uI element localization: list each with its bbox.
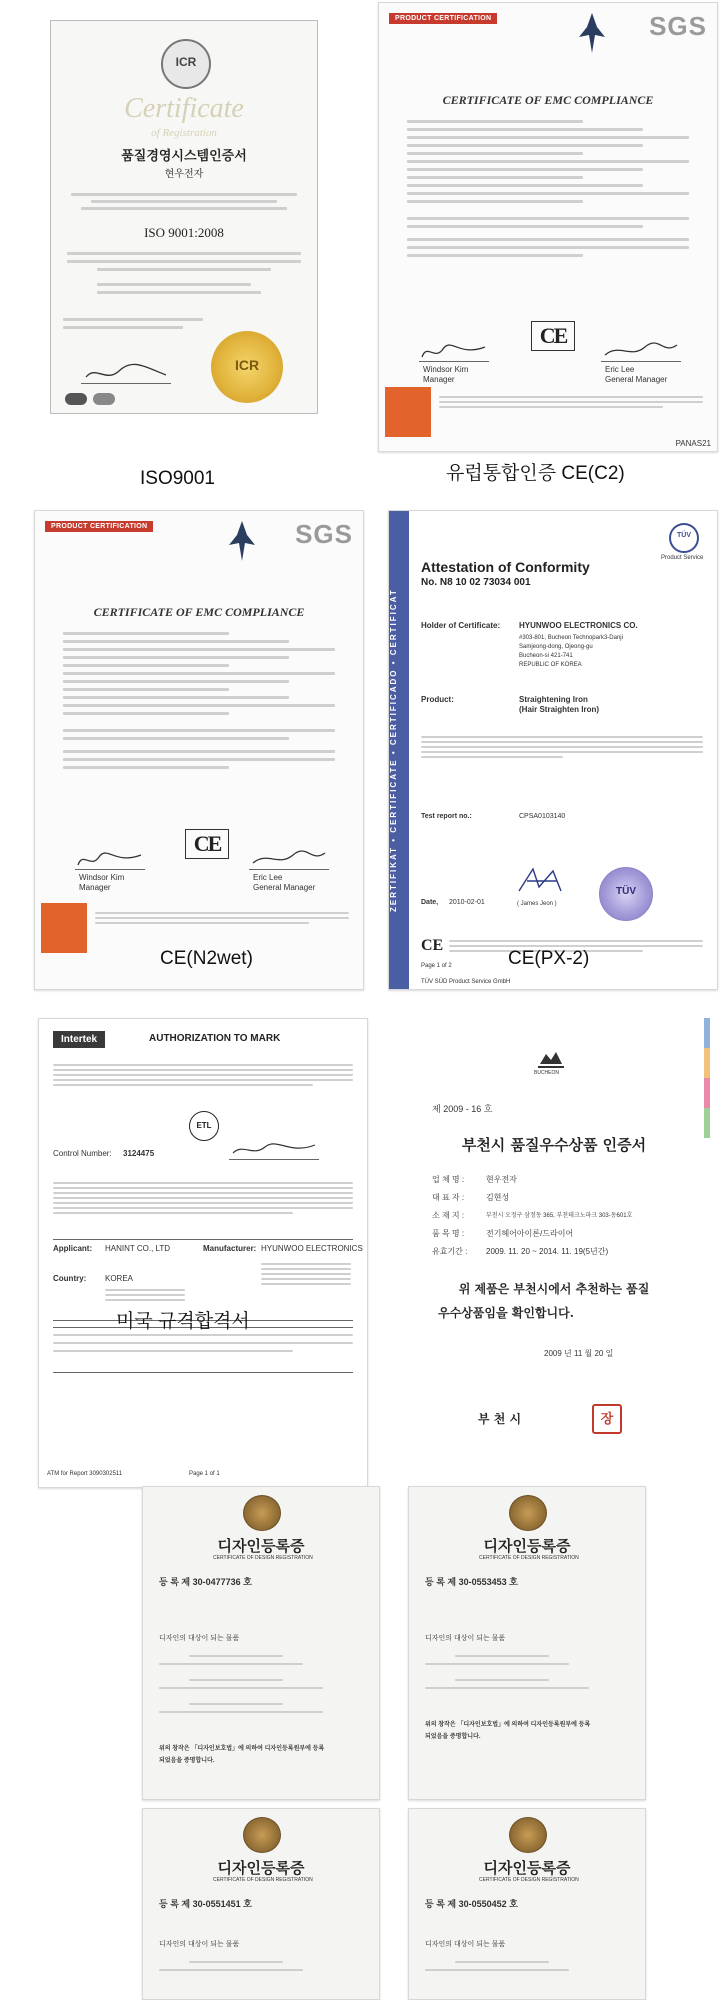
etl-mark-icon bbox=[189, 1111, 219, 1141]
row4-value: 전기헤어아이론/드라이어 bbox=[486, 1229, 574, 1238]
ce-mark-3: CE bbox=[421, 937, 444, 954]
holder-label: Holder of Certificate: bbox=[421, 621, 501, 630]
emc2-footnote bbox=[95, 909, 349, 927]
seal-text: ICR bbox=[234, 357, 260, 373]
test-report-value: CPSA0103140 bbox=[519, 813, 566, 820]
iso-dates bbox=[63, 313, 203, 334]
emc1-signature-1 bbox=[419, 341, 489, 362]
intertek-footer-left: ATM for Report 3090302511 bbox=[47, 1471, 123, 1477]
row3-value: 부천시 오정구 삼정동 365, 부천테크노파크 303-동601호 bbox=[486, 1213, 633, 1219]
emc2-signature-2 bbox=[249, 849, 329, 870]
attest-signer: ( James Jeon ) bbox=[517, 901, 557, 907]
country-label: Country: bbox=[53, 1274, 87, 1283]
design-lines-1b bbox=[159, 1649, 363, 1719]
design-sub-3: CERTIFICATE OF DESIGN REGISTRATION bbox=[213, 1877, 313, 1883]
date-label: Date, bbox=[421, 899, 439, 906]
design-emblem-3-icon bbox=[243, 1817, 281, 1853]
iaf-logo-icon bbox=[65, 393, 87, 405]
design-object-2: 디자인의 대상이 되는 물품 bbox=[425, 1635, 506, 1642]
sgs-orange-block bbox=[385, 387, 431, 437]
row5-label: 유효기간 : bbox=[432, 1247, 468, 1256]
iso-cert-word: Certificate bbox=[124, 93, 244, 124]
design-title-3: 디자인등록증 bbox=[217, 1859, 305, 1877]
row4-label: 품 목 명 : bbox=[432, 1229, 465, 1238]
bucheon-logo-icon bbox=[538, 1048, 564, 1068]
emc1-signer-1: Windsor Kim bbox=[423, 365, 469, 374]
design-number-3: 등 록 제 30-0551451 호 bbox=[159, 1899, 252, 1909]
design-certificate-3 bbox=[142, 1808, 380, 2000]
design-title-4: 디자인등록증 bbox=[483, 1859, 571, 1877]
product-name: Straightening Iron bbox=[519, 695, 588, 704]
emc-certificate-1 bbox=[378, 2, 718, 452]
test-report-label: Test report no.: bbox=[421, 813, 472, 820]
intertek-signature bbox=[229, 1141, 319, 1160]
row3-label: 소 재 지 : bbox=[432, 1211, 465, 1220]
intertek-title: AUTHORIZATION TO MARK bbox=[149, 1033, 281, 1044]
emc2-title: CERTIFICATE OF EMC COMPLIANCE bbox=[93, 605, 305, 619]
iso-cert-sub: of Registration bbox=[151, 127, 217, 139]
design-title-1: 디자인등록증 bbox=[217, 1537, 305, 1555]
product-name-2: (Hair Straighten Iron) bbox=[519, 705, 600, 714]
row1-value: 현우전자 bbox=[486, 1175, 517, 1184]
design-object-4: 디자인의 대상이 되는 물품 bbox=[425, 1941, 506, 1948]
design-lines-3b bbox=[159, 1955, 363, 1977]
emc1-footnote bbox=[439, 393, 703, 411]
emc1-signer-2-role: General Manager bbox=[605, 375, 668, 384]
design-certificate-4 bbox=[408, 1808, 646, 2000]
design-lines-4b bbox=[425, 1955, 629, 1977]
bucheon-stamp: 장 bbox=[592, 1404, 622, 1434]
emc2-signer-2: Eric Lee bbox=[253, 873, 283, 882]
design-object-3: 디자인의 대상이 되는 물품 bbox=[159, 1941, 240, 1948]
iso-inner-frame bbox=[50, 20, 318, 414]
design-number-2: 등 록 제 30-0553453 호 bbox=[425, 1577, 518, 1587]
iso-certificate bbox=[30, 10, 336, 422]
intertek-authorization bbox=[38, 1018, 368, 1488]
bucheon-certificate bbox=[398, 1018, 710, 1484]
design-certificate-1 bbox=[142, 1486, 380, 1800]
tuv-product-service: Product Service bbox=[661, 555, 704, 561]
icr-gold-seal bbox=[211, 331, 283, 403]
intertek-intro bbox=[53, 1061, 353, 1089]
bucheon-number: 제 2009 - 16 호 bbox=[432, 1104, 493, 1114]
row5-value: 2009. 11. 20 ~ 2014. 11. 19(5년간) bbox=[486, 1247, 609, 1256]
ce-mark: CE bbox=[531, 321, 575, 351]
attest-number: No. N8 10 02 73034 001 bbox=[421, 577, 531, 588]
sgs-badge-2: PRODUCT CERTIFICATION bbox=[45, 521, 153, 532]
icr-logo-icon bbox=[161, 39, 211, 89]
eagle-icon bbox=[579, 11, 605, 55]
caption-iso: ISO9001 bbox=[140, 468, 215, 489]
caption-ce-n2wet: CE(N2wet) bbox=[160, 948, 253, 969]
design-lines-2 bbox=[425, 1591, 629, 1619]
emc1-signature-2 bbox=[601, 341, 681, 362]
intertek-terms bbox=[53, 1179, 353, 1217]
emc2-signer-1-role: Manager bbox=[79, 883, 111, 892]
design-lines-2b bbox=[425, 1649, 629, 1695]
holder-addr-3: Bucheon-si 421-741 bbox=[519, 653, 573, 659]
design-sub-1: CERTIFICATE OF DESIGN REGISTRATION bbox=[213, 1555, 313, 1561]
icr-logo-text: ICR bbox=[175, 55, 197, 69]
design-certificate-2 bbox=[408, 1486, 646, 1800]
date-value: 2010-02-01 bbox=[449, 899, 485, 906]
row2-label: 대 표 자 : bbox=[432, 1193, 465, 1202]
attest-paragraph bbox=[421, 733, 703, 761]
row2-value: 김현성 bbox=[486, 1193, 510, 1202]
color-strip-2 bbox=[704, 1048, 710, 1078]
sgs-logo: SGS bbox=[649, 11, 707, 41]
bucheon-body-1: 위 제품은 부천시에서 추천하는 품질 bbox=[458, 1282, 650, 1296]
design-lines-3 bbox=[159, 1913, 363, 1929]
design-emblem-4-icon bbox=[509, 1817, 547, 1853]
tuv-hologram-seal bbox=[599, 867, 653, 921]
sgs-logo-2: SGS bbox=[295, 519, 353, 549]
tuv-logo-text: TÜV bbox=[677, 532, 691, 539]
caption-ce-px2: CE(PX-2) bbox=[508, 948, 590, 969]
iso-body-lines-2 bbox=[67, 247, 301, 299]
design-body-1-l3: 되었음을 증명합니다. bbox=[159, 1758, 215, 1764]
design-lines-4 bbox=[425, 1913, 629, 1929]
color-strip-3 bbox=[704, 1078, 710, 1108]
design-sub-2: CERTIFICATE OF DESIGN REGISTRATION bbox=[479, 1555, 579, 1561]
emc1-signer-1-role: Manager bbox=[423, 375, 455, 384]
emc1-title: CERTIFICATE OF EMC COMPLIANCE bbox=[442, 93, 654, 107]
emc2-signer-2-role: General Manager bbox=[253, 883, 316, 892]
caption-ce-c2: 유럽통합인증 CE(C2) bbox=[446, 463, 625, 484]
manufacturer-value: HYUNWOO ELECTRONICS bbox=[261, 1244, 363, 1253]
intertek-logo: Intertek bbox=[53, 1031, 105, 1048]
holder-addr-1: #303-801, Bucheon Technopark3-Danji bbox=[519, 635, 623, 641]
tuv-attestation bbox=[388, 510, 718, 990]
design-number-1: 등 록 제 30-0477736 호 bbox=[159, 1577, 252, 1587]
tuv-logo-icon bbox=[669, 523, 699, 553]
iso-signature bbox=[81, 361, 171, 384]
color-strip-4 bbox=[704, 1108, 710, 1138]
holder-addr-2: Samjeong-dong, Ojeong-gu bbox=[519, 644, 593, 650]
color-strip-1 bbox=[704, 1018, 710, 1048]
holder-addr-4: REPUBLIC OF KOREA bbox=[519, 662, 582, 668]
bucheon-body-2: 우수상품임을 확인합니다. bbox=[438, 1306, 574, 1320]
sgs-orange-block-2 bbox=[41, 903, 87, 953]
design-emblem-1-icon bbox=[243, 1495, 281, 1531]
attest-signature bbox=[509, 865, 579, 895]
emc-certificate-2 bbox=[34, 510, 364, 990]
design-lines-1 bbox=[159, 1591, 363, 1619]
bucheon-issuer: 부 천 시 bbox=[478, 1412, 522, 1426]
certificate-side-band: ZERTIFIKAT • CERTIFICATE • CERTIFICADO • CERTIFICAT bbox=[389, 511, 409, 989]
holder-name: HYUNWOO ELECTRONICS CO. bbox=[519, 621, 638, 630]
country-value: KOREA bbox=[105, 1274, 134, 1283]
emc1-code: PANAS21 bbox=[675, 439, 711, 448]
applicant-value: HANINT CO., LTD bbox=[105, 1244, 171, 1253]
eagle-icon-2 bbox=[229, 519, 255, 563]
bucheon-date: 2009 년 11 월 20 일 bbox=[544, 1349, 614, 1358]
emc2-signature-1 bbox=[75, 849, 145, 870]
caption-us: 미국 규격합격서 bbox=[116, 1311, 250, 1332]
intertek-standards-table bbox=[53, 1327, 353, 1373]
bucheon-title: 부천시 품질우수상품 인증서 bbox=[461, 1136, 647, 1154]
design-object-1: 디자인의 대상이 되는 물품 bbox=[159, 1635, 240, 1642]
bucheon-org: BUCHEON bbox=[534, 1070, 560, 1076]
design-emblem-2-icon bbox=[509, 1495, 547, 1531]
product-label: Product: bbox=[421, 695, 454, 704]
iso-body-lines bbox=[71, 189, 297, 214]
emc2-signer-1: Windsor Kim bbox=[79, 873, 125, 882]
applicant-label: Applicant: bbox=[53, 1244, 93, 1253]
design-body-1-l2: 위의 창작은 「디자인보호법」에 의하여 디자인등록원부에 등록 bbox=[159, 1746, 325, 1752]
manufacturer-label: Manufacturer: bbox=[203, 1244, 257, 1253]
kab-logo-icon bbox=[93, 393, 115, 405]
row1-label: 업 체 명 : bbox=[432, 1175, 465, 1184]
design-body-2-l3: 되었음을 증명합니다. bbox=[425, 1734, 481, 1740]
attest-page: Page 1 of 2 bbox=[421, 963, 452, 969]
ce-mark-2: CE bbox=[185, 829, 229, 859]
design-sub-4: CERTIFICATE OF DESIGN REGISTRATION bbox=[479, 1877, 579, 1883]
sgs-badge: PRODUCT CERTIFICATION bbox=[389, 13, 497, 24]
attest-footer: TÜV SÜD Product Service GmbH bbox=[421, 979, 511, 985]
emc1-fields bbox=[393, 115, 703, 262]
emc2-fields bbox=[49, 627, 349, 774]
control-number-label: Control Number: bbox=[53, 1149, 112, 1158]
control-number-value: 3124475 bbox=[123, 1149, 155, 1158]
iso-standard: ISO 9001:2008 bbox=[144, 225, 224, 240]
design-title-2: 디자인등록증 bbox=[483, 1537, 571, 1555]
attest-title: Attestation of Conformity bbox=[421, 559, 590, 575]
emc1-signer-2: Eric Lee bbox=[605, 365, 635, 374]
etl-mark-text: ETL bbox=[196, 1121, 212, 1130]
iso-company: 현우전자 bbox=[164, 169, 204, 180]
intertek-footer-mid: Page 1 of 1 bbox=[189, 1471, 220, 1477]
iso-kr-title: 품질경영시스템인증서 bbox=[121, 149, 247, 164]
design-body-2-l2: 위의 창작은 「디자인보호법」에 의하여 디자인등록원부에 등록 bbox=[425, 1722, 591, 1728]
hologram-text: TÜV bbox=[616, 886, 636, 897]
design-number-4: 등 록 제 30-0550452 호 bbox=[425, 1899, 518, 1909]
